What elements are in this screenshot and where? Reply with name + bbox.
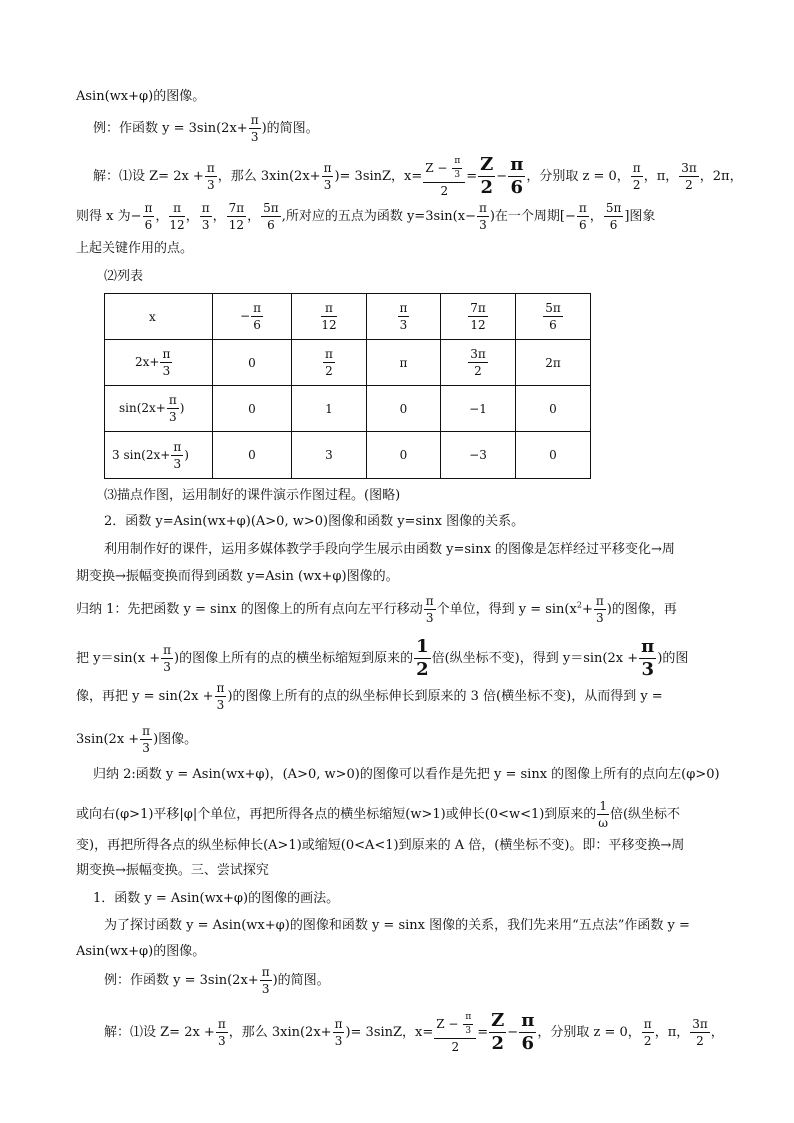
table-cell: 0 [213,340,292,386]
text: )的简图。 [261,121,319,136]
table-cell: 2π [516,340,591,386]
table-cell: $\frac{3\pi}{2}$ [441,340,516,386]
table-cell: $\frac{5\pi}{6}$ [516,294,591,340]
table-cell: 2x+ $\frac{\pi}{3}$ [105,340,213,386]
table-cell: −3 [441,432,516,479]
table-cell: $\frac{7\pi}{12}$ [441,294,516,340]
table-cell: x [105,294,213,340]
text-line: 把 y＝sin(x + $\frac{\pi}{3}$ )的图像上所有的点的横坐标缩短到原来的 $\frac{1}{2}$ 倍(纵坐标不变)，得到 y＝sin(2x + $\frac{\pi}{3}$ )的图 [76,636,689,680]
example-line [93,114,319,143]
table-cell: 0 [516,432,591,479]
text-line: 变)，再把所得各点的纵坐标伸长(A>1)或缩短(0<A<1)到原来的 A 倍，(横坐标不变)。即：平移变换→周 [76,838,685,853]
table-row [105,340,591,386]
table-cell: $\frac{\pi}{12}$ [292,294,367,340]
table-row [105,386,591,432]
text-line: 1．函数 y = Asin(wx+φ)的图像的画法。 [93,891,340,906]
table-cell: 0 [516,386,591,432]
table-cell: 0 [367,432,441,479]
table-cell: 0 [367,386,441,432]
text-line: ⑵列表 [104,269,144,284]
text: Asin(wx+φ)的图像。 [76,89,206,104]
table-cell: $\frac{\pi}{2}$ [292,340,367,386]
table-cell: $\frac{\pi}{3}$ [367,294,441,340]
text-line: Asin(wx+φ)的图像。 [76,944,206,959]
text-line: 期变换→振幅变换而得到函数 y=Asin (wx+φ)图像的。 [76,569,399,584]
solution-line: 解：⑴设 Z= 2x + $\frac{\pi}{3}$ ，那么 3xin(2x+ $\frac{\pi}{3}$ )= 3sinZ，x= Z − $\frac{\pi}{3}$ 2 = $\frac{Z}{2}$ − $\frac{\pi}{6}$ ，分别取 z = 0， $\frac{\pi}{2}$ ，π， $\frac{3\pi}{2}$ ，2π， [93,154,743,198]
table-row [105,432,591,479]
solution-line: 解：⑴设 Z= 2x + $\frac{\pi}{3}$ ，那么 3xin(2x+ $\frac{\pi}{3}$ )= 3sinZ，x= Z − $\frac{\pi}{3}$ 2 = $\frac{Z}{2}$ − $\frac{\pi}{6}$ ，分别取 z = 0， $\frac{\pi}{2}$ ，π， $\frac{3\pi}{2}$ ， [104,1010,724,1054]
value-table [104,293,591,479]
text-line: 则得 x 为− $\frac{\pi}{6}$ ， $\frac{\pi}{12}$ ， $\frac{\pi}{3}$ ， $\frac{7\pi}{12}$ ， $\frac{5\pi}{6}$ ,所对应的五点为函数 y=3sin(x− $\frac{\pi}{3}$ )在一个周期[− $\frac{\pi}{6}$ ， $\frac{5\pi}{6}$ ]图象 [76,201,656,232]
text-line: 利用制作好的课件，运用多媒体教学手段向学生展示由函数 y=sinx 的图像是怎样经过平移变化→周 [104,542,675,557]
text-line: 或向右(φ>1)平移|φ|个单位，再把所得各点的横坐标缩短(w>1)或伸长(0<w<1)到原来的 $\frac{1}{\omega}$ 倍(纵坐标不 [76,799,681,830]
table-cell: π [367,340,441,386]
text-line: 归纳 1：先把函数 y = sinx 的图像上的所有点向左平行移动 $\frac{\pi}{3}$ 个单位，得到 $y = \sin(x^2+$ $\frac{\pi}{3}$ )的图像，再 [76,594,677,625]
table-cell: − $\frac{\pi}{6}$ [213,294,292,340]
table-cell: 3 sin(2x+ $\frac{\pi}{3}$ ) [105,432,213,479]
table-cell: sin(2x+ $\frac{\pi}{3}$ ) [105,386,213,432]
table-row [105,294,591,340]
text-line: ⑶描点作图，运用制好的课件演示作图过程。(图略) [104,488,401,503]
text: 例：作函数 y = 3sin(2x+ [93,121,248,136]
table-cell: −1 [441,386,516,432]
table-cell: 1 [292,386,367,432]
example-line: 例：作函数 y = 3sin(2x+ $\frac{\pi}{3}$ )的简图。 [104,965,330,996]
table-cell: 0 [213,432,292,479]
text-line: 像，再把 y = sin(2x + $\frac{\pi}{3}$ )的图像上所有的点的纵坐标伸长到原来的 3 倍(横坐标不变)，从而得到 y = [76,681,663,712]
text-line: 为了探讨函数 y = Asin(wx+φ)的图像和函数 y = sinx 图像的关系，我们先来用“五点法”作函数 y = [104,918,690,933]
table-cell: 0 [213,386,292,432]
text-line: 期变换→振幅变换。三、尝试探究 [76,863,269,878]
fraction: $\frac{\pi}{3}$ [250,113,259,144]
text-line: 归纳 2:函数 y = Asin(wx+φ)，(A>0, w>0)的图像可以看作是先把 y = sinx 的图像上所有的点向左(φ>0) [93,767,720,782]
text-line: 3sin(2x + $\frac{\pi}{3}$ )图像。 [76,724,198,755]
table-cell: 3 [292,432,367,479]
text-line: 2．函数 y=Asin(wx+φ)(A>0, w>0)图像和函数 y=sinx 图像的关系。 [104,514,525,529]
text-line [76,88,205,106]
text-line: 上起关键作用的点。 [76,241,194,256]
